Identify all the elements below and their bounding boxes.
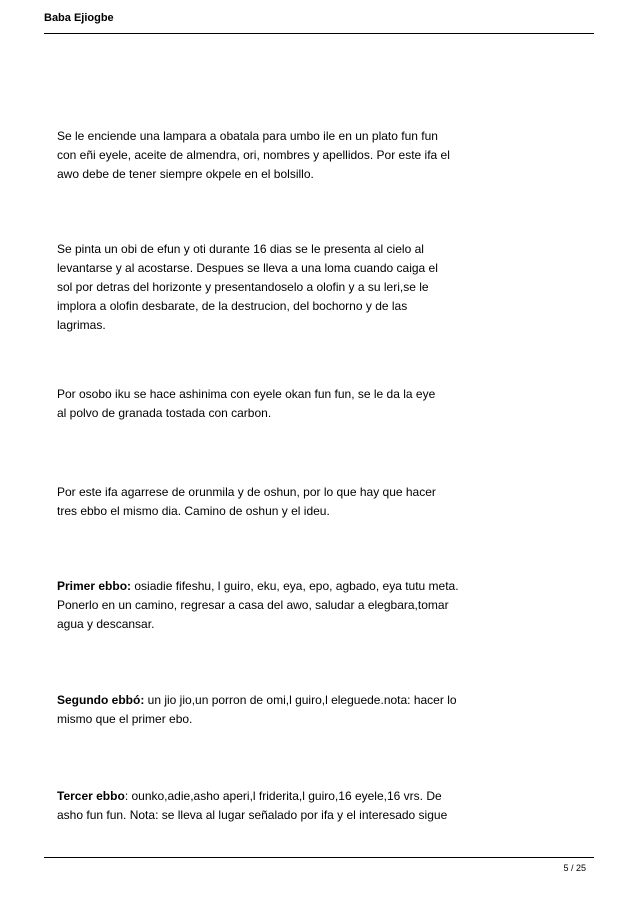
page-header: [44, 9, 594, 34]
text-line: [57, 787, 517, 806]
text-line: Por este ifa agarrese de orunmila y de oshun, por lo que hay que hacer: [57, 485, 436, 499]
page-footer: [44, 857, 594, 878]
document-title: Baba Ejiogbe: [44, 12, 114, 24]
text-line: implora a olofin desbarate, de la destrucion, del bochorno y de las: [57, 299, 408, 313]
label-segundo-ebbo: Segundo ebbó:: [57, 693, 145, 707]
text-line: awo debe de tener siempre okpele en el bolsillo.: [57, 167, 314, 181]
text-line: Se pinta un obi de efun y oti durante 16 dias se le presenta al cielo al: [57, 242, 424, 256]
text-line: sol por detras del horizonte y presentandoselo a olofin y a su leri,se le: [57, 280, 429, 294]
text-line: [57, 577, 517, 596]
paragraph-tercer-ebbo: [57, 787, 517, 825]
label-tercer-ebbo: Tercer ebbo: [57, 789, 125, 803]
text-segment: un jio jio,un porron de omi,l guiro,l eleguede.nota: hacer lo: [144, 693, 457, 707]
text-line: [57, 691, 517, 710]
text-segment: : ounko,adie,asho aperi,l friderita,l guiro,16 eyele,16 vrs. De: [124, 789, 442, 803]
text-line: asho fun fun. Nota: se lleva al lugar señalado por ifa y el interesado sigue: [57, 808, 448, 822]
text-line: agua y descansar.: [57, 617, 155, 631]
text-segment: osiadie fifeshu, l guiro, eku, eya, epo, agbado, eya tutu meta.: [131, 579, 459, 593]
text-line: Se le enciende una lampara a obatala para umbo ile en un plato fun fun: [57, 129, 438, 143]
text-line: con eñi eyele, aceite de almendra, ori, nombres y apellidos. Por este ifa el: [57, 148, 450, 162]
text-line: levantarse y al acostarse. Despues se lleva a una loma cuando caiga el: [57, 261, 438, 275]
label-primer-ebbo: Primer ebbo:: [57, 579, 132, 593]
paragraph-obi-efun: [57, 240, 517, 335]
text-line: Por osobo iku se hace ashinima con eyele okan fun fun, se le da la eye: [57, 387, 436, 401]
text-line: Ponerlo en un camino, regresar a casa del awo, saludar a elegbara,tomar: [57, 598, 449, 612]
paragraph-osobo-iku: [57, 385, 517, 423]
paragraph-segundo-ebbo: [57, 691, 517, 729]
paragraph-primer-ebbo: [57, 577, 517, 634]
page-number: 5 / 25: [563, 863, 586, 873]
text-line: al polvo de granada tostada con carbon.: [57, 406, 272, 420]
paragraph-orunmila-oshun: [57, 483, 517, 521]
text-line: tres ebbo el mismo dia. Camino de oshun y el ideu.: [57, 504, 330, 518]
text-line: lagrimas.: [57, 318, 106, 332]
paragraph-lamp-obatala: [57, 127, 517, 184]
text-line: mismo que el primer ebo.: [57, 712, 193, 726]
